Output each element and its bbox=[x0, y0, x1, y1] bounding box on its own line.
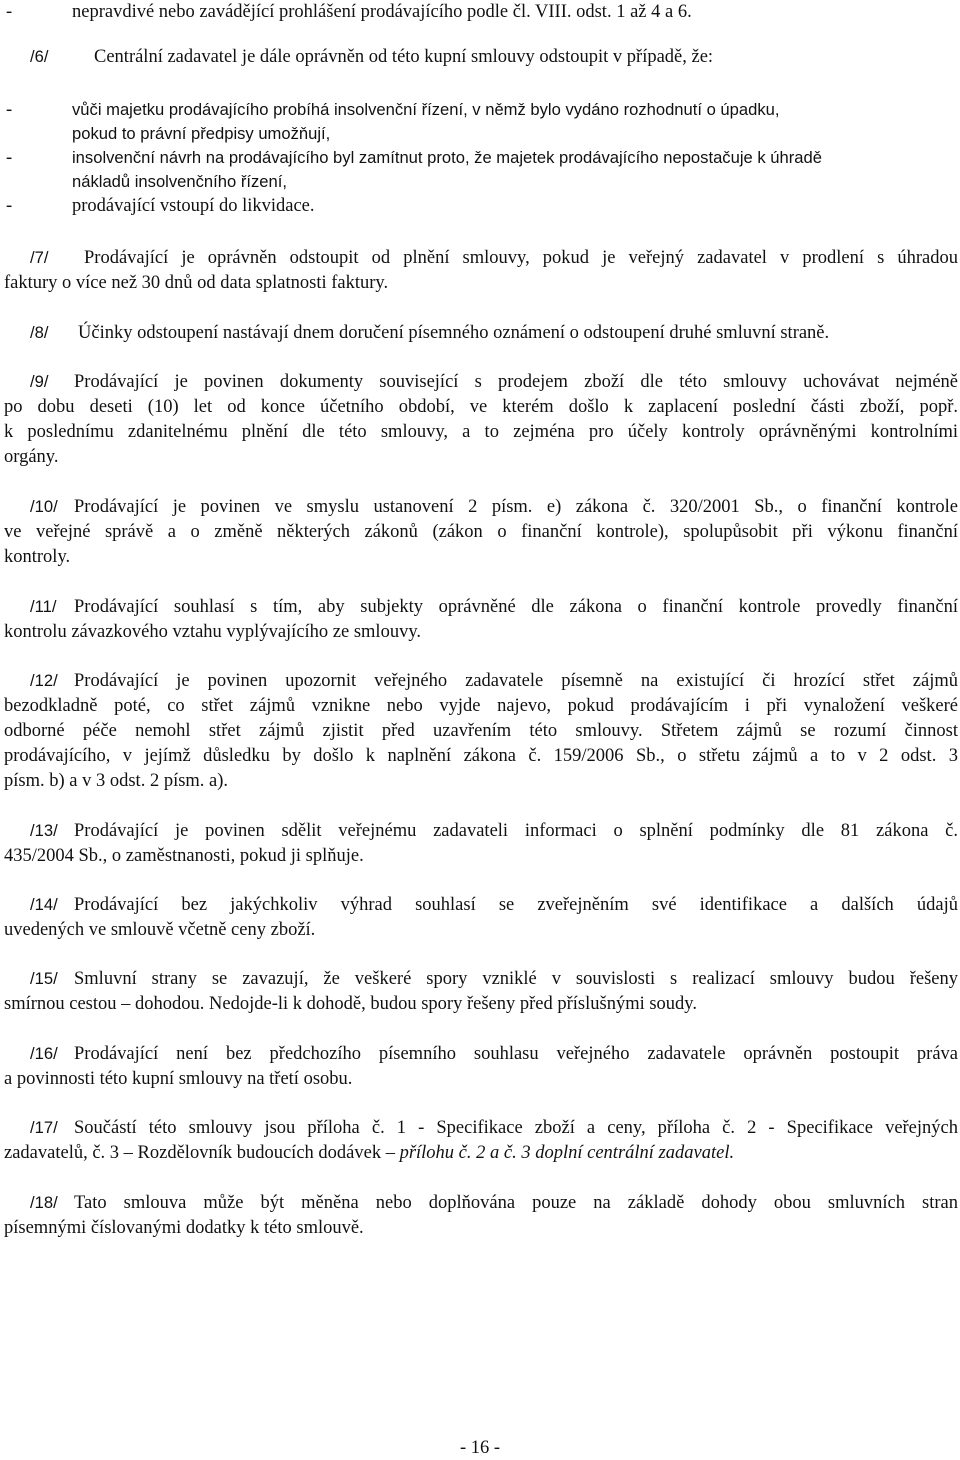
paragraph-number: /17/ bbox=[30, 1118, 58, 1137]
paragraph-7 bbox=[4, 246, 958, 271]
list-dash: - bbox=[6, 100, 13, 120]
paragraph-number: /13/ bbox=[30, 821, 58, 840]
paragraph-15 bbox=[4, 967, 958, 992]
paragraph-16 bbox=[4, 1042, 958, 1067]
paragraph-9-cont: k poslednímu zdanitelnému plnění dle této smlouvy, a to zejména pro účely kontroly oprávněnými kontrolními bbox=[4, 422, 958, 442]
paragraph-9-cont: po dobu deseti (10) let od konce účetního období, ve kterém došlo k zaplacení poslední části zboží, popř. bbox=[4, 397, 958, 417]
paragraph-text: Prodávající souhlasí s tím, aby subjekty oprávněné dle zákona o finanční kontrole provedly finanční bbox=[74, 597, 958, 617]
paragraph-number: /10/ bbox=[30, 497, 58, 516]
paragraph-text-italic: přílohu č. 2 a č. 3 doplní centrální zadavatel. bbox=[399, 1143, 735, 1163]
paragraph-8 bbox=[4, 321, 958, 346]
paragraph-text: Součástí této smlouvy jsou příloha č. 1 - Specifikace zboží a ceny, příloha č. 2 - Specifikace veřejných bbox=[74, 1118, 958, 1138]
paragraph-text: Prodávající bez jakýchkoliv výhrad souhlasí se zveřejněním své identifikace a dalších údajů bbox=[74, 895, 958, 915]
paragraph-text: Centrální zadavatel je dále oprávněn od této kupní smlouvy odstoupit v případě, že: bbox=[94, 47, 714, 67]
paragraph-12 bbox=[4, 669, 958, 694]
list-item-text: nákladů insolvenčního řízení, bbox=[72, 172, 287, 191]
paragraph-13-cont: 435/2004 Sb., o zaměstnanosti, pokud ji splňuje. bbox=[4, 846, 364, 866]
paragraph-10 bbox=[4, 495, 958, 520]
list-item-text: pokud to právní předpisy umožňují, bbox=[72, 124, 331, 143]
page-number: - 16 - bbox=[459, 1438, 501, 1458]
list-item-text: prodávající vstoupí do likvidace. bbox=[72, 196, 315, 216]
paragraph-12-cont: prodávajícího, v jejímž důsledku by došlo k naplnění zákona č. 159/2006 Sb., o střetu zájmů a to v 2 odst. 3 bbox=[4, 746, 958, 766]
paragraph-number: /9/ bbox=[30, 372, 49, 391]
paragraph-12-cont: bezodkladně poté, co střet zájmů vznikne nebo vyjde najevo, pokud prodávajícím i při vynaložení veškeré bbox=[4, 696, 958, 716]
paragraph-text: zadavatelů, č. 3 – Rozdělovník budoucích dodávek – bbox=[4, 1143, 400, 1163]
paragraph-text: Prodávající je povinen dokumenty související s prodejem zboží dle této smlouvy uchovávat nejméně bbox=[74, 372, 958, 392]
paragraph-13 bbox=[4, 819, 958, 844]
paragraph-6-intro bbox=[4, 45, 713, 69]
paragraph-text: Účinky odstoupení nastávají dnem doručení písemného oznámení o odstoupení druhé smluvní straně. bbox=[78, 323, 830, 343]
paragraph-text: Tato smlouva může být měněna nebo doplňována pouze na základě dohody obou smluvních stran bbox=[74, 1193, 958, 1213]
paragraph-11-cont: kontrolu závazkového vztahu vyplývajícího ze smlouvy. bbox=[4, 622, 421, 642]
paragraph-text: Prodávající je povinen sdělit veřejnému zadavateli informaci o splnění podmínky dle 81 zákona č. bbox=[74, 821, 958, 841]
paragraph-7-cont: faktury o více než 30 dnů od data splatnosti faktury. bbox=[4, 273, 389, 293]
paragraph-text: Prodávající je povinen upozornit veřejného zadavatele písemně na existující či hrozící střet zájmů bbox=[74, 671, 958, 691]
paragraph-10-cont: kontroly. bbox=[4, 547, 71, 567]
paragraph-number: /8/ bbox=[30, 323, 49, 342]
paragraph-text: Prodávající je povinen ve smyslu ustanovení 2 písm. e) zákona č. 320/2001 Sb., o finanční kontrole bbox=[74, 497, 958, 517]
paragraph-9 bbox=[4, 370, 958, 395]
paragraph-number: /16/ bbox=[30, 1044, 58, 1063]
paragraph-12-cont: odborné péče nemohl střet zájmů zjistit před uzavřením této smlouvy. Střetem zájmů se rozumí činnost bbox=[4, 721, 958, 741]
paragraph-17 bbox=[4, 1116, 958, 1141]
paragraph-11 bbox=[4, 595, 958, 620]
paragraph-number: /18/ bbox=[30, 1193, 58, 1212]
paragraph-number: /15/ bbox=[30, 969, 58, 988]
list-item-text: vůči majetku prodávajícího probíhá insolvenční řízení, v němž bylo vydáno rozhodnutí o úpadku, bbox=[72, 100, 780, 119]
paragraph-text: Smluvní strany se zavazují, že veškeré spory vzniklé v souvislosti s realizací smlouvy budou řešeny bbox=[74, 969, 958, 989]
paragraph-18-cont: písemnými číslovanými dodatky k této smlouvě. bbox=[4, 1218, 364, 1238]
paragraph-number: /6/ bbox=[30, 47, 49, 66]
list-dash: - bbox=[6, 2, 13, 22]
paragraph-12-cont: písm. b) a v 3 odst. 2 písm. a). bbox=[4, 771, 229, 791]
paragraph-number: /12/ bbox=[30, 671, 58, 690]
paragraph-16-cont: a povinnosti této kupní smlouvy na třetí osobu. bbox=[4, 1069, 353, 1089]
paragraph-number: /11/ bbox=[30, 597, 57, 616]
paragraph-text: Prodávající není bez předchozího písemního souhlasu veřejného zadavatele oprávněn postoupit práva bbox=[74, 1044, 958, 1064]
paragraph-text: Prodávající je oprávněn odstoupit od plnění smlouvy, pokud je veřejný zadavatel v prodlení s úhradou bbox=[84, 248, 958, 268]
paragraph-15-cont: smírnou cestou – dohodou. Nedojde-li k dohodě, budou spory řešeny před příslušnými soudy. bbox=[4, 994, 697, 1014]
paragraph-18 bbox=[4, 1191, 958, 1216]
list-item-text: nepravdivé nebo zavádějící prohlášení prodávajícího podle čl. VIII. odst. 1 až 4 a 6. bbox=[72, 2, 692, 22]
paragraph-number: /14/ bbox=[30, 895, 58, 914]
list-dash: - bbox=[6, 196, 13, 216]
paragraph-9-cont: orgány. bbox=[4, 447, 59, 467]
paragraph-17-cont bbox=[4, 1141, 958, 1166]
paragraph-10-cont: ve veřejné správě a o změně některých zákonů (zákon o finanční kontrole), spolupůsobit při výkonu finanční bbox=[4, 522, 958, 542]
list-dash: - bbox=[6, 148, 13, 168]
paragraph-14-cont: uvedených ve smlouvě včetně ceny zboží. bbox=[4, 920, 316, 940]
paragraph-number: /7/ bbox=[30, 248, 49, 267]
paragraph-14 bbox=[4, 893, 958, 918]
list-item-text: insolvenční návrh na prodávajícího byl zamítnut proto, že majetek prodávajícího nepostačuje k úhradě bbox=[72, 148, 822, 167]
